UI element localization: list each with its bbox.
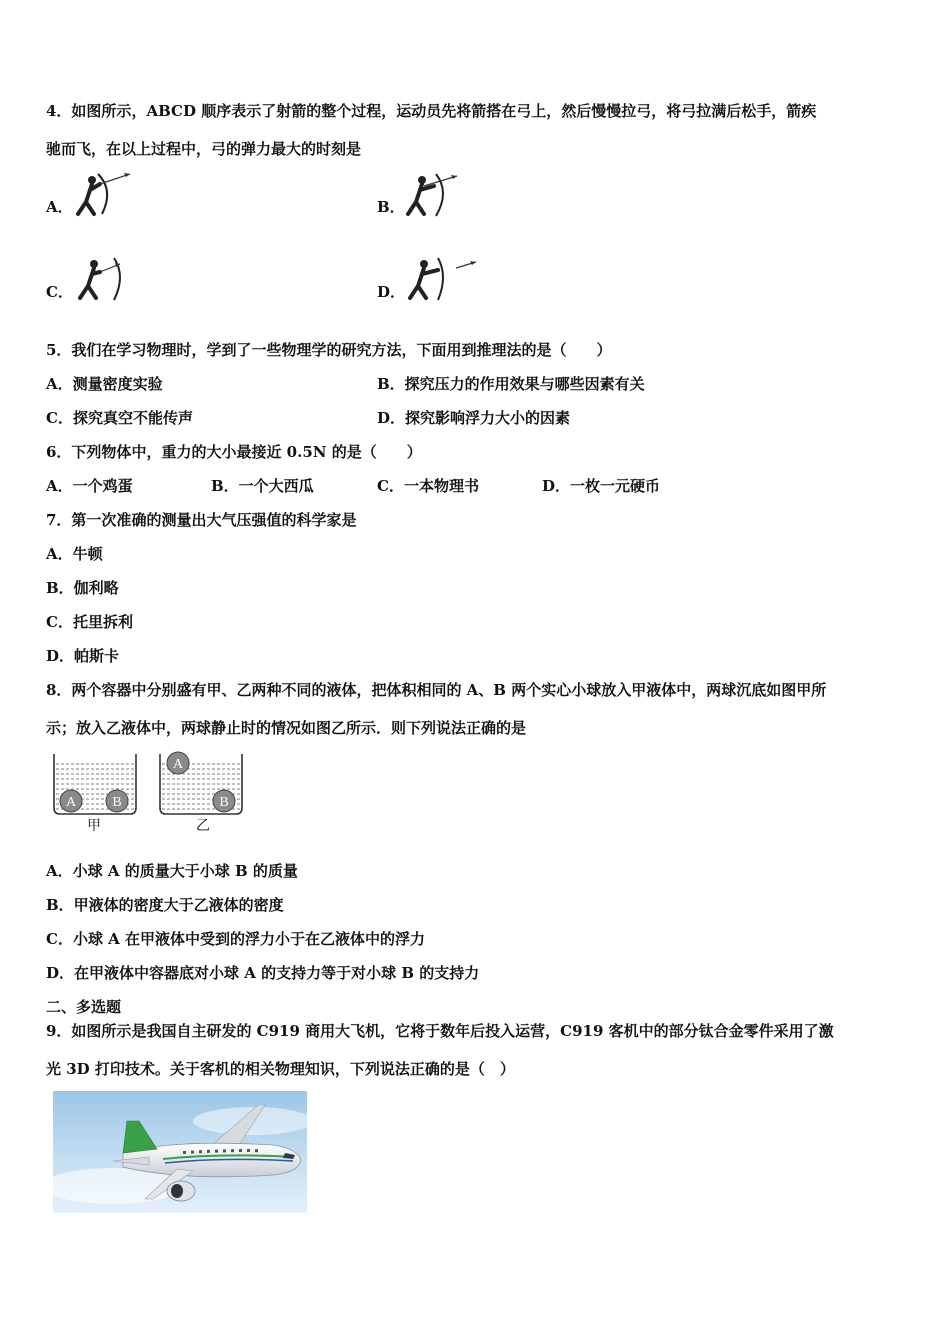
q7-stem: 7．第一次准确的测量出大气压强值的科学家是	[46, 511, 357, 529]
q9-stem-line1: 9．如图所示是我国自主研发的 C919 商用大飞机，它将于数年后投入运营，C919 客机中的部分钛合金零件采用了激	[46, 1022, 834, 1040]
q5-option-a: A．测量密度实验	[46, 375, 163, 393]
q4-option-d-label: D．	[377, 283, 406, 301]
container-label-jia: 甲	[87, 818, 101, 834]
q5-option-d: D．探究影响浮力大小的因素	[377, 409, 571, 427]
q6-option-d: D．一枚一元硬币	[542, 477, 661, 495]
q4-option-a-label: A．	[46, 198, 73, 216]
container-jia	[54, 754, 136, 834]
q8-stem-line1: 8．两个容器中分别盛有甲、乙两种不同的液体，把体积相同的 A、B 两个实心小球放入甲液体中，两球沉底如图甲所	[46, 681, 827, 699]
container-label-yi: 乙	[196, 818, 210, 834]
archer-figure-c	[74, 254, 144, 304]
q4-stem-line2: 驰而飞，在以上过程中，弓的弹力最大的时刻是	[46, 140, 362, 158]
ball-b-label-yi: B	[219, 795, 229, 810]
q7-option-a: A．牛顿	[46, 545, 103, 563]
q6-option-c: C．一本物理书	[377, 477, 479, 495]
q6-option-a: A．一个鸡蛋	[46, 477, 133, 495]
q4-option-b-label: B．	[377, 198, 405, 216]
container-figure	[48, 750, 248, 836]
archer-figure-a	[72, 170, 142, 220]
q8-option-b: B．甲液体的密度大于乙液体的密度	[46, 896, 284, 914]
ball-a-label-jia: A	[65, 795, 77, 810]
container-yi	[160, 752, 242, 834]
archer-figure-d	[404, 254, 484, 304]
q4-option-c-label: C．	[46, 283, 73, 301]
q9-stem-line2: 光 3D 打印技术。关于客机的相关物理知识，下列说法正确的是（ ）	[46, 1060, 515, 1078]
q8-option-a: A．小球 A 的质量大于小球 B 的质量	[46, 862, 298, 880]
q5-option-c: C．探究真空不能传声	[46, 409, 193, 427]
q7-option-b: B．伽利略	[46, 579, 119, 597]
c919-airplane-image	[53, 1091, 307, 1213]
q4-stem-line1: 4．如图所示，ABCD 顺序表示了射箭的整个过程，运动员先将箭搭在弓上，然后慢慢拉弓，将弓拉满后松手，箭疾	[46, 102, 817, 120]
ball-b-label-jia: B	[112, 795, 122, 810]
q6-stem: 6．下列物体中，重力的大小最接近 0.5N 的是（ ）	[46, 443, 422, 461]
section-heading-multiple-choice: 二、多选题	[46, 998, 122, 1016]
q6-option-b: B．一个大西瓜	[211, 477, 314, 495]
q5-option-b: B．探究压力的作用效果与哪些因素有关	[377, 375, 645, 393]
archer-figure-b	[402, 170, 472, 220]
q8-option-d: D．在甲液体中容器底对小球 A 的支持力等于对小球 B 的支持力	[46, 964, 480, 982]
q7-option-d: D．帕斯卡	[46, 647, 120, 665]
q7-option-c: C．托里拆利	[46, 613, 133, 631]
q5-stem: 5．我们在学习物理时，学到了一些物理学的研究方法，下面用到推理法的是（ ）	[46, 341, 612, 359]
ball-a-label-yi: A	[172, 757, 184, 772]
q8-option-c: C．小球 A 在甲液体中受到的浮力小于在乙液体中的浮力	[46, 930, 426, 948]
q8-stem-line2: 示；放入乙液体中，两球静止时的情况如图乙所示．则下列说法正确的是	[46, 719, 527, 737]
